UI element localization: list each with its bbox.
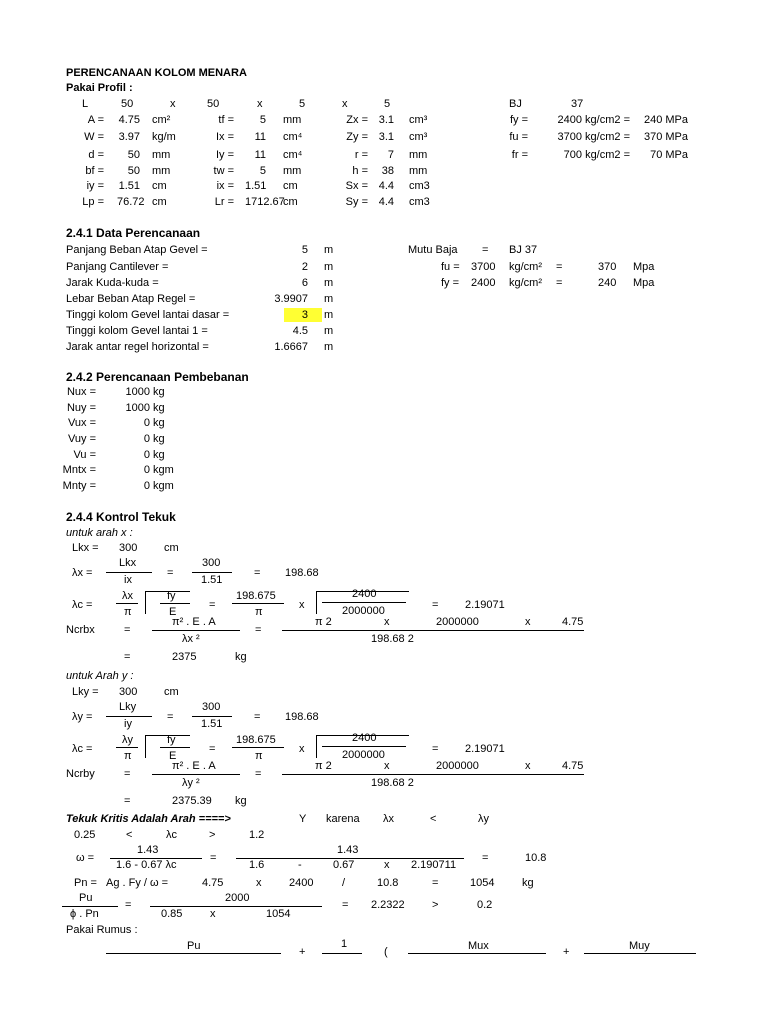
pb-label: Vu = [73, 449, 96, 461]
dp-label: Lebar Beban Atap Regel = [66, 293, 196, 305]
rumus-one: 1 [341, 938, 348, 950]
lambda-val-den: 1.51 [201, 574, 223, 586]
kritis-lx: λx [383, 813, 394, 825]
prop-value: 50 [127, 149, 140, 161]
pn-v3: 10.8 [377, 877, 399, 889]
dp-unit: m [324, 244, 334, 256]
ncr-den: λx ² [182, 633, 200, 645]
lambda-c-fraction-bar [116, 747, 138, 748]
range-b: 1.2 [249, 829, 265, 841]
prop-label: d = [88, 149, 104, 161]
dp-label: Jarak Kuda-kuda = [66, 277, 159, 289]
pn-eq: = [432, 877, 439, 889]
prop-value-3: 7 [387, 149, 394, 161]
pn-div: / [342, 877, 346, 889]
pb-value: 0 [143, 464, 150, 476]
ncr-num: π² . E . A [172, 760, 216, 772]
data-perencanaan-heading: 2.4.1 Data Perencanaan [66, 226, 201, 240]
page-title: PERENCANAAN KOLOM MENARA [66, 67, 247, 79]
ratio-num: Pu [79, 892, 93, 904]
lambda-c-label: λc = [72, 743, 93, 755]
prop-label: bf = [85, 165, 104, 177]
ncr-num: π² . E . A [172, 616, 216, 628]
prop-label-3: r = [354, 149, 368, 161]
ncr-den2: 198.68 2 [371, 777, 414, 789]
pb-unit: kg [153, 417, 165, 429]
lambda-num: Lky [119, 701, 137, 713]
pb-unit: kgm [153, 464, 174, 476]
pn-v2: 2400 [289, 877, 314, 889]
prop-unit-3: cm3 [409, 180, 430, 192]
pb-label: Nuy = [66, 402, 96, 414]
omega-num2: 1.43 [337, 844, 359, 856]
lambda-eq2: = [254, 711, 261, 723]
rumus-paren: ( [384, 946, 388, 958]
prop-label-3: Sx = [345, 180, 368, 192]
dp-label: Tinggi kolom Gevel lantai dasar = [66, 309, 230, 321]
ratio-fraction-bar-2 [150, 906, 322, 907]
dp-unit: m [324, 293, 334, 305]
prop-unit-3: cm³ [409, 114, 428, 126]
prop-label-4: fu = [509, 131, 528, 143]
prop-label-4: fy = [509, 114, 528, 126]
lk-value: 300 [119, 542, 138, 554]
arah-y-label: untuk Arah y : [66, 670, 134, 682]
pn-label: Pn = [74, 877, 97, 889]
kontrol-heading: 2.4.4 Kontrol Tekuk [66, 510, 176, 524]
kritis-ly: λy [478, 813, 489, 825]
prop-label-3: h = [352, 165, 368, 177]
lambda-result: 198.68 [285, 567, 319, 579]
mutu-baja-eq: = [482, 244, 489, 256]
pb-label: Mntx = [62, 464, 96, 476]
lambda-fraction-bar [106, 572, 152, 573]
prop-unit: kg/m [152, 131, 176, 143]
prop-unit-3: cm³ [409, 131, 428, 143]
lambda-den: ix [124, 574, 132, 586]
rumus-mux: Mux [468, 940, 489, 952]
rumus-bar-2 [322, 953, 362, 954]
prop-unit-3: mm [409, 165, 428, 177]
ncr-result-unit: kg [235, 795, 247, 807]
prop-unit-2: cm [283, 196, 298, 208]
profil-x3: x [342, 98, 348, 110]
kritis-label: Tekuk Kritis Adalah Arah ====> [66, 813, 231, 825]
prop-value-2: 5 [259, 114, 266, 126]
prop-value-3: 3.1 [378, 131, 394, 143]
prop-value: 4.75 [118, 114, 140, 126]
ncr-result: 2375.39 [172, 795, 212, 807]
omega-eq2: = [482, 852, 489, 864]
omega-d1: 1.6 [249, 859, 265, 871]
lambda-eq2: = [254, 567, 261, 579]
ratio-num2: 2000 [225, 892, 250, 904]
rumus-bar-4 [584, 953, 696, 954]
prop-value-3: 38 [381, 165, 394, 177]
ratio-d1: 0.85 [161, 908, 183, 920]
lambda-fraction-bar-2 [192, 716, 232, 717]
prop-unit-3: cm3 [409, 196, 430, 208]
bj-value: 37 [571, 98, 584, 110]
ncr-eq: = [124, 624, 131, 636]
ratio-fraction-bar [62, 906, 118, 907]
range-lt: < [126, 829, 133, 841]
lambda-val-num: 300 [202, 701, 221, 713]
kritis-lt: < [430, 813, 437, 825]
lk-unit: cm [164, 686, 179, 698]
omega-d4: x [384, 859, 390, 871]
rumus-bar-3 [408, 953, 546, 954]
prop-value-2: 1712.67 [245, 196, 285, 208]
rumus-bar-1 [106, 953, 281, 954]
profil-l3: 5 [299, 98, 306, 110]
prop-unit-2: cm [283, 180, 298, 192]
fy-unit: kg/cm² [509, 277, 542, 289]
dp-label: Panjang Cantilever = [66, 261, 169, 273]
prop-value-3: 4.4 [378, 196, 394, 208]
fu-eq: = [556, 261, 563, 273]
pb-unit: kg [153, 433, 165, 445]
lambda-c-eq: = [209, 743, 216, 755]
omega-result: 10.8 [525, 852, 547, 864]
lambda-fraction-bar [106, 716, 152, 717]
ncr-pi2: π 2 [315, 760, 332, 772]
prop-unit: mm [152, 165, 171, 177]
kritis-karena: karena [326, 813, 360, 825]
prop-value: 50 [127, 165, 140, 177]
ncr-fraction-bar-2 [282, 774, 584, 775]
prop-value-2: 11 [254, 131, 266, 143]
ncr-fraction-bar [152, 630, 240, 631]
ncr-label: Ncrby [66, 768, 95, 780]
lambda-c-fy-bar [160, 747, 190, 748]
pn-formula: Ag . Fy / ω = [106, 877, 169, 889]
range-gt: > [209, 829, 216, 841]
prop-label: W = [84, 131, 104, 143]
lambda-c-fy-val-bar [322, 602, 406, 603]
dp-value: 5 [301, 244, 308, 256]
prop-unit: cm [152, 180, 167, 192]
lambda-c-num: λx [122, 590, 133, 602]
ratio-dx: x [210, 908, 216, 920]
ratio-gt: > [432, 899, 439, 911]
omega-d2: - [298, 859, 302, 871]
prop-unit: cm² [152, 114, 171, 126]
arah-x-label: untuk arah x : [66, 527, 133, 539]
prop-value-3: 4.4 [378, 180, 394, 192]
mutu-baja-label: Mutu Baja [408, 244, 458, 256]
prop-value-2: 5 [259, 165, 266, 177]
kritis-y: Y [299, 813, 307, 825]
rumus-plus-2: + [563, 946, 570, 958]
pb-value: 0 [143, 433, 150, 445]
pb-unit: kg [153, 386, 165, 398]
prop-label-2: ix = [216, 180, 234, 192]
lambda-c-times: x [299, 743, 305, 755]
pakai-profil-label: Pakai Profil : [66, 82, 133, 94]
bj-label: BJ [509, 98, 522, 110]
prop-value-4: 3700 kg/cm2 = [557, 131, 630, 143]
ncr-fraction-bar [152, 774, 240, 775]
pembebanan-heading: 2.4.2 Perencanaan Pembebanan [66, 370, 249, 384]
prop-label-3: Zx = [346, 114, 368, 126]
ncr-eq: = [124, 768, 131, 780]
prop-unit-2: mm [283, 114, 302, 126]
lambda-c-den2: π [255, 606, 263, 618]
rumus-muy: Muy [629, 940, 650, 952]
pn-x: x [256, 877, 262, 889]
ncr-res-eq: = [124, 795, 131, 807]
ncr-den: λy ² [182, 777, 200, 789]
prop-value-5: 370 MPa [643, 131, 688, 143]
lambda-c-fy: fy [167, 590, 176, 602]
prop-value-2: 11 [254, 149, 266, 161]
prop-label-3: Zy = [346, 131, 368, 143]
prop-value-5: 70 MPa [650, 149, 688, 161]
lambda-c-eq: = [209, 599, 216, 611]
lambda-c-fy-bar [160, 603, 190, 604]
ncr-x1: x [384, 760, 390, 772]
lambda-c-fy-val-bar [322, 746, 406, 747]
dp-unit: m [324, 341, 334, 353]
dp-label: Jarak antar regel horizontal = [66, 341, 209, 353]
prop-unit: cm [152, 196, 167, 208]
dp-unit: m [324, 309, 334, 321]
fu-mpa-unit: Mpa [633, 261, 655, 273]
ncr-A: 4.75 [562, 760, 584, 772]
prop-value-3: 3.1 [378, 114, 394, 126]
pb-label: Vux = [67, 417, 96, 429]
lambda-c-fy-val: 2400 [352, 732, 377, 744]
lambda-c-E: E [169, 606, 177, 618]
lambda-label: λx = [72, 567, 93, 579]
ncr-x1: x [384, 616, 390, 628]
lambda-result: 198.68 [285, 711, 319, 723]
ncr-fraction-bar-2 [282, 630, 584, 631]
pb-value: 0 [143, 480, 150, 492]
profil-x2: x [257, 98, 263, 110]
lambda-fraction-bar-2 [192, 572, 232, 573]
dp-value: 2 [301, 261, 308, 273]
fy-value: 2400 [471, 277, 496, 289]
lambda-c-fraction-bar-2 [232, 603, 284, 604]
dp-label: Tinggi kolom Gevel lantai 1 = [66, 325, 208, 337]
rumus-pu: Pu [187, 940, 201, 952]
lambda-eq: = [167, 567, 174, 579]
profil-x1: x [170, 98, 176, 110]
lk-value: 300 [119, 686, 138, 698]
lambda-c-times: x [299, 599, 305, 611]
lambda-c-result: 2.19071 [465, 743, 505, 755]
lambda-label: λy = [72, 711, 93, 723]
lambda-c-eq2: = [432, 743, 439, 755]
lambda-c-den: π [124, 750, 132, 762]
lambda-eq: = [167, 711, 174, 723]
fy-eq: = [556, 277, 563, 289]
ncr-E: 2000000 [436, 616, 479, 628]
pn-v1: 4.75 [202, 877, 224, 889]
pb-value: 1000 [125, 386, 150, 398]
dp-value: 3 [301, 309, 308, 321]
fu-label: fu = [441, 261, 460, 273]
range-a: 0.25 [74, 829, 96, 841]
dp-unit: m [324, 325, 334, 337]
lambda-c-E-val: 2000000 [342, 749, 385, 761]
prop-value-2: 1.51 [245, 180, 267, 192]
dp-value: 3.9907 [274, 293, 308, 305]
lambda-c-den: π [124, 606, 132, 618]
prop-label: A = [87, 114, 104, 126]
lambda-num: Lkx [119, 557, 137, 569]
ncr-result-unit: kg [235, 651, 247, 663]
fu-value: 3700 [471, 261, 496, 273]
ratio-limit: 0.2 [477, 899, 493, 911]
ratio-eq: = [125, 899, 132, 911]
lambda-c-den2: π [255, 750, 263, 762]
ncr-eq2: = [255, 768, 262, 780]
prop-value-4: 700 kg/cm2 = [563, 149, 630, 161]
prop-label: iy = [86, 180, 104, 192]
omega-d3: 0.67 [333, 859, 355, 871]
ratio-result: 2.2322 [371, 899, 405, 911]
pn-unit: kg [522, 877, 534, 889]
pb-label: Nux = [66, 386, 96, 398]
pb-value: 0 [143, 417, 150, 429]
dp-label: Panjang Beban Atap Gevel = [66, 244, 208, 256]
prop-label-3: Sy = [345, 196, 368, 208]
fy-mpa-unit: Mpa [633, 277, 655, 289]
prop-unit-2: mm [283, 165, 302, 177]
prop-unit-3: mm [409, 149, 428, 161]
lambda-c-num: λy [122, 734, 133, 746]
profil-l: L [82, 98, 89, 110]
ncr-result: 2375 [172, 651, 197, 663]
dp-unit: m [324, 277, 334, 289]
profil-l2: 50 [207, 98, 220, 110]
prop-value: 3.97 [118, 131, 140, 143]
fy-label: fy = [441, 277, 460, 289]
ratio-eq2: = [342, 899, 349, 911]
prop-value: 76.72 [117, 196, 145, 208]
prop-value: 1.51 [118, 180, 140, 192]
ncr-den2: 198.68 2 [371, 633, 414, 645]
ratio-d2: 1054 [266, 908, 291, 920]
prop-value-4: 2400 kg/cm2 = [557, 114, 630, 126]
prop-label-2: Lr = [214, 196, 234, 208]
lambda-c-result: 2.19071 [465, 599, 505, 611]
dp-value: 4.5 [292, 325, 308, 337]
lambda-c-fy: fy [167, 734, 176, 746]
pb-value: 1000 [125, 402, 150, 414]
pb-unit: kg [153, 402, 165, 414]
dp-value: 1.6667 [274, 341, 308, 353]
profil-l1: 50 [121, 98, 134, 110]
prop-unit-2: cm⁴ [283, 149, 303, 161]
pb-label: Vuy = [67, 433, 96, 445]
ncr-E: 2000000 [436, 760, 479, 772]
rumus-plus-1: + [299, 946, 306, 958]
omega-den: 1.6 - 0.67 λc [116, 859, 177, 871]
pb-unit: kgm [153, 480, 174, 492]
lk-label: Lky = [72, 686, 99, 698]
prop-unit: mm [152, 149, 171, 161]
lambda-c-num2: 198.675 [236, 590, 276, 602]
omega-d5: 2.190711 [411, 859, 457, 871]
lambda-c-fraction-bar-2 [232, 747, 284, 748]
prop-label-2: tw = [213, 165, 234, 177]
ncr-A: 4.75 [562, 616, 584, 628]
pb-unit: kg [153, 449, 165, 461]
prop-label-2: Ix = [215, 131, 234, 143]
lambda-c-E-val: 2000000 [342, 605, 385, 617]
prop-label-4: fr = [511, 149, 528, 161]
fu-mpa: 370 [598, 261, 617, 273]
ratio-den: ϕ . Pn [70, 908, 99, 920]
fy-mpa: 240 [598, 277, 617, 289]
pb-label: Mnty = [62, 480, 96, 492]
range-lc: λc [166, 829, 177, 841]
pn-result: 1054 [470, 877, 495, 889]
prop-label: Lp = [82, 196, 104, 208]
lambda-den: iy [124, 718, 132, 730]
ncr-pi2: π 2 [315, 616, 332, 628]
omega-num: 1.43 [137, 844, 159, 856]
ncr-label: Ncrbx [66, 624, 95, 636]
mutu-baja-value: BJ 37 [509, 244, 538, 256]
pb-value: 0 [143, 449, 150, 461]
lk-label: Lkx = [72, 542, 99, 554]
ncr-x2: x [525, 760, 531, 772]
omega-label: ω = [76, 852, 95, 864]
omega-eq: = [210, 852, 217, 864]
lambda-val-den: 1.51 [201, 718, 223, 730]
prop-label-2: tf = [218, 114, 234, 126]
lambda-c-fy-val: 2400 [352, 588, 377, 600]
lambda-c-fraction-bar [116, 603, 138, 604]
dp-unit: m [324, 261, 334, 273]
lk-unit: cm [164, 542, 179, 554]
ncr-eq2: = [255, 624, 262, 636]
lambda-c-num2: 198.675 [236, 734, 276, 746]
ncr-x2: x [525, 616, 531, 628]
fu-unit: kg/cm² [509, 261, 542, 273]
lambda-c-eq2: = [432, 599, 439, 611]
lambda-val-num: 300 [202, 557, 221, 569]
pakai-rumus-label: Pakai Rumus : [66, 924, 138, 936]
profil-l4: 5 [384, 98, 391, 110]
dp-value: 6 [301, 277, 308, 289]
prop-label-2: Iy = [215, 149, 234, 161]
lambda-c-label: λc = [72, 599, 93, 611]
prop-value-5: 240 MPa [643, 114, 688, 126]
ncr-res-eq: = [124, 651, 131, 663]
lambda-c-E: E [169, 750, 177, 762]
prop-unit-2: cm⁴ [283, 131, 303, 143]
